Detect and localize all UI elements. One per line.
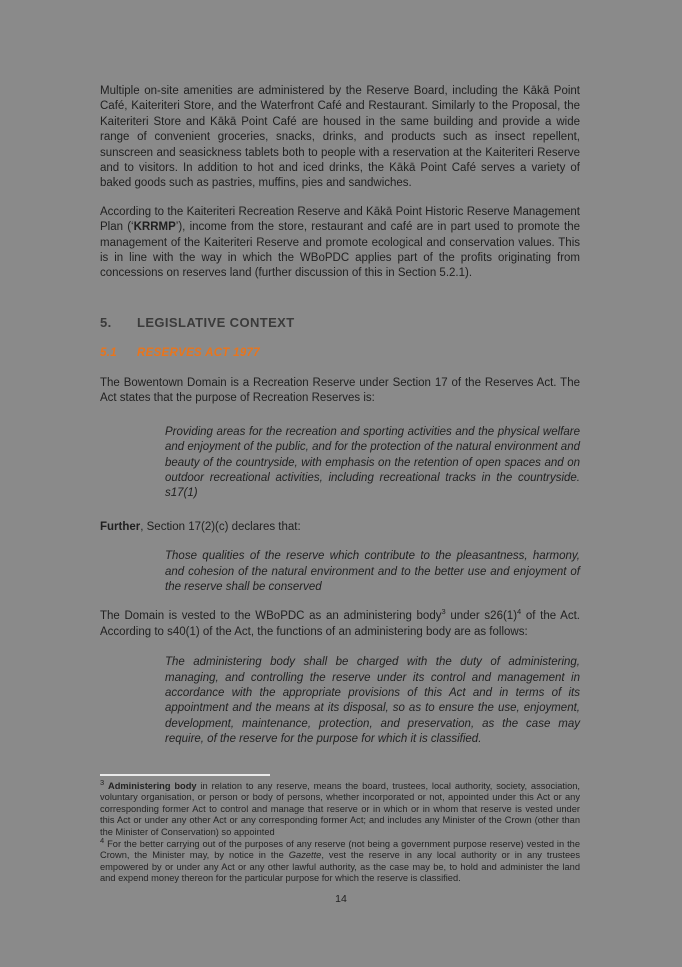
footnote-reference-4: 4	[517, 607, 522, 617]
text-run: , Section 17(2)(c) declares that:	[140, 520, 301, 533]
footnotes	[100, 777, 580, 885]
footnote-reference-3: 3	[441, 607, 446, 617]
text-run: The Domain is vested to the WBoPDC as an administering body	[100, 610, 442, 623]
text-run: ’), income from the store, restaurant and café are in part used to promote the management of the Kaiteriteri Reserve and promote ecological and conservation values. This is in line with the way in which the WBoPDC applies part of the profits originating from concessions on reserves land (further discussion of this in Section 5.2.1).	[100, 221, 580, 280]
page-number: 14	[335, 893, 347, 905]
subsection-number: 5.1	[100, 346, 117, 359]
footnote-marker-3: 3	[100, 777, 105, 787]
text-run: under s26(1)	[445, 610, 518, 623]
subsection-title: RESERVES ACT 1977	[137, 346, 260, 359]
text-run: of the Act. According to s40(1) of the Act, the functions of an administering body are as follows:	[100, 610, 580, 638]
footnote-term-bold: Administering body	[108, 780, 197, 791]
footnote-marker-4: 4	[100, 835, 105, 845]
footnote-3	[100, 777, 580, 839]
paragraph-amenities: Multiple on-site amenities are administered by the Reserve Board, including the Kākā Point Café, Kaiteriteri Store, and the Waterfront Café and Restaurant. Similarly to the Proposal, the Kaiteriteri Store and Kākā Point Café are housed in the same building and provide a wide range of convenient groceries, snacks, drinks, and products such as insect repellent, sunscreen and seasickness tablets both to people with a reservation at the Kaiteriteri Reserve and to visitors. In addition to hot and iced drinks, the Kākā Point Café serves a variety of baked goods such as pastries, muffins, pies and sandwiches.	[100, 85, 580, 190]
subsection-heading-reserves-act	[100, 347, 580, 359]
page-content	[100, 84, 580, 885]
paragraph-further	[100, 520, 580, 535]
paragraph-krrmp	[100, 205, 580, 282]
section-heading-legislative-context	[100, 315, 580, 330]
text-run-bold: KRRMP	[133, 221, 176, 234]
text-run: According to the Kaiteriteri Recreation Reserve and Kākā Point Historic Reserve Management Plan (‘	[100, 205, 580, 234]
text-run-bold: Further	[100, 520, 141, 533]
text-run: For the better carrying out of the purposes of any reserve (not being a government purpose reserve) vested in the Crown, the Minister may, by notice in the	[100, 838, 580, 861]
footnote-separator	[100, 774, 270, 776]
footnote-4	[100, 835, 580, 885]
section-number: 5.	[100, 314, 112, 330]
quote-providing-areas: Providing areas for the recreation and sporting activities and the physical welfare and enjoyment of the public, and for the protection of the natural environment and beauty of the countryside, with emphasis on the retention of open spaces and on outdoor recreational activities, including recreational tracks in the countryside. s17(1)	[165, 425, 580, 500]
text-run: , vest the reserve in any local authority or in any trustees empowered by or under any Act or any other lawful authority, as the case may be, to hold and administer the land and expend money thereon for the particular purpose for which the reserve is classified.	[100, 850, 580, 884]
text-run-italic: Gazette	[288, 850, 322, 861]
text-run: in relation to any reserve, means the board, trustees, local authority, society, association, voluntary organisation, or person or body of persons, whether incorporated or not, appointed under this Act or any corresponding former Act to control and manage that reserve or in which or in whom that reserve is vested under this Act or under any other Act or any corresponding former Act; and includes any Minister of the Crown (other than the Minister of Conservation) so appointed	[100, 780, 580, 837]
paragraph-bowentown: The Bowentown Domain is a Recreation Reserve under Section 17 of the Reserves Act. The Act states that the purpose of Recreation Reserves is:	[100, 376, 580, 405]
quote-those-qualities: Those qualities of the reserve which contribute to the pleasantness, harmony, and cohesion of the natural environment and to the better use and enjoyment of the reserve shall be conserved	[165, 550, 580, 593]
paragraph-domain-vested	[100, 609, 580, 640]
quote-administering-body: The administering body shall be charged with the duty of administering, managing, and controlling the reserve under its control and management in accordance with the appropriate provisions of this Act and in terms of its appointment and the means at its disposal, so as to ensure the use, enjoyment, development, maintenance, protection, and preservation, as the case may require, of the reserve for the purpose for which it is classified.	[165, 656, 580, 746]
section-title: LEGISLATIVE CONTEXT	[137, 314, 295, 330]
